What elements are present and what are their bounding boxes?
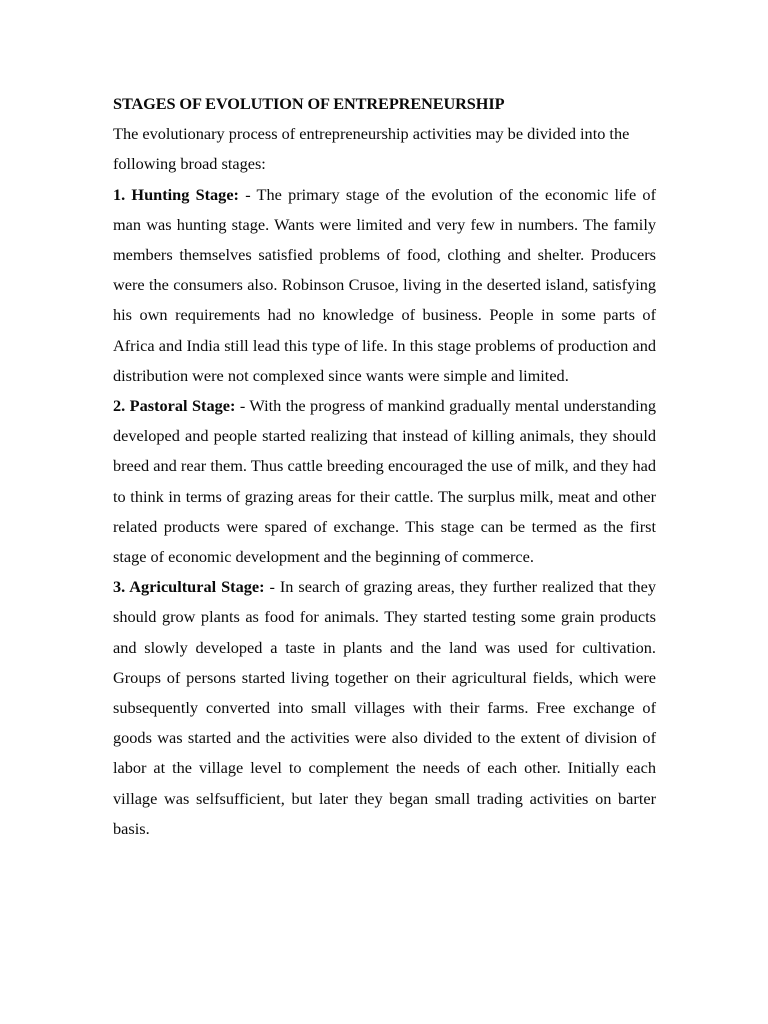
document-body (113, 89, 656, 844)
intro-paragraph: The evolutionary process of entrepreneurship activities may be divided into the following broad stages: (113, 124, 630, 174)
stage-body: - In search of grazing areas, they further realized that they should grow plants as food for animals. They started testing some grain products and slowly developed a taste in plants and the land was used for cultivation. Groups of persons started living together on their agricultural fields, which were subsequently converted into small villages with their farms. Free exchange of goods was started and the activities were also divided to the extent of division of labor at the village level to complement the needs of each other. Initially each village was selfsufficient, but later they began small trading activities on barter basis. (113, 577, 656, 838)
document-title: STAGES OF EVOLUTION OF ENTREPRENEURSHIP (113, 94, 505, 113)
stage-paragraph-hunting (113, 180, 656, 391)
stage-heading: 3. Agricultural Stage: (113, 577, 265, 597)
stage-heading: 2. Pastoral Stage: (113, 396, 236, 416)
stage-paragraph-pastoral (113, 391, 656, 572)
stage-body: - With the progress of mankind gradually mental understanding developed and people started realizing that instead of killing animals, they should breed and rear them. Thus cattle breeding encouraged the use of milk, and they had to think in terms of grazing areas for their cattle. The surplus milk, meat and other related products were spared of exchange. This stage can be termed as the first stage of economic development and the beginning of commerce. (113, 396, 656, 567)
stage-heading: 1. Hunting Stage: (113, 184, 239, 204)
stage-paragraph-agricultural (113, 572, 656, 844)
stage-body: - The primary stage of the evolution of the economic life of man was hunting stage. Wants were limited and very few in numbers. The family members themselves satisfied problems of food, clothing and shelter. Producers were the consumers also. Robinson Crusoe, living in the deserted island, satisfying his own requirements had no knowledge of business. People in some parts of Africa and India still lead this type of life. In this stage problems of production and distribution were not complexed since wants were simple and limited. (113, 184, 656, 385)
